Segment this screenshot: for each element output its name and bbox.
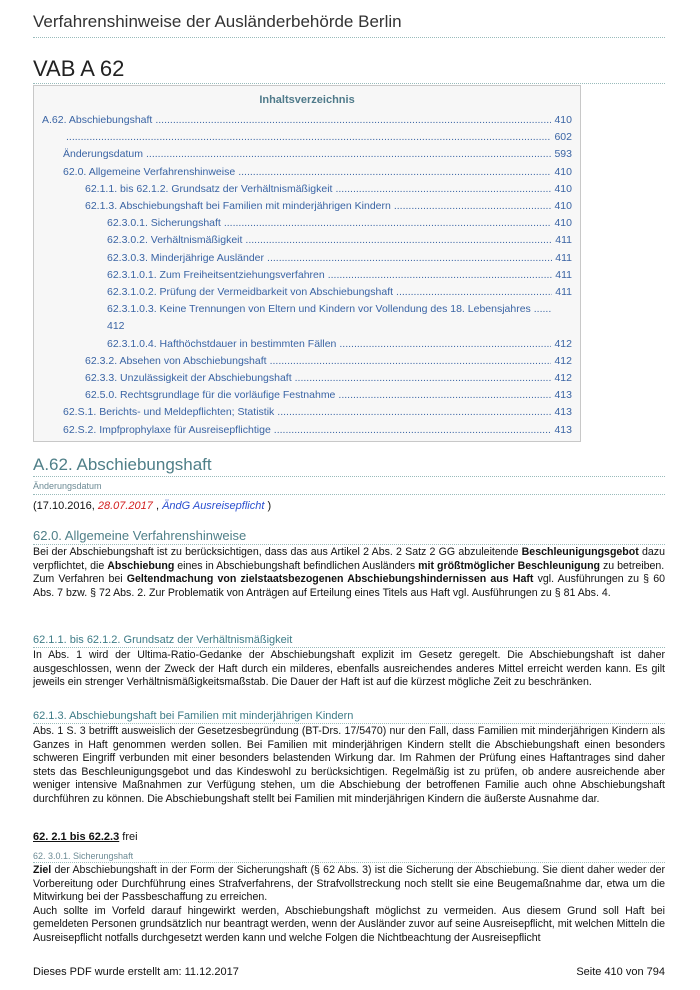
table-of-contents [33,85,581,442]
toc-entry[interactable]: 62.3.1.0.2. Prüfung der Vermeidbarkeit von Abschiebungshaft ..... 411 [42,284,572,301]
toc-entry[interactable]: 62.3.0.3. Minderjährige Ausländer ..... 411 [42,250,572,267]
page-number: Seite 410 von 794 [576,966,665,978]
divider [33,494,665,495]
toc-entry[interactable]: 62.3.1.0.4. Hafthöchstdauer in bestimmten Fällen ..... 412 [42,336,572,353]
toc-entry[interactable]: 62.3.2. Absehen von Abschiebungshaft ..... 412 [42,353,572,370]
page-footer [33,966,665,978]
paragraph: Auch sollte im Vorfeld darauf hingewirkt werden, Abschiebungshaft möglichst zu vermeiden. Aus diesem Grund soll Haft bei gemeldeten Personen grundsätzlich nur beantragt werden, wenn der Ausländer zuvor auf seine Ausreisepflicht, mit welchen Mitteln die Ausreisepflicht notfalls durchgesetzt werden kann und welche Folgen die Nichtbeachtung der Ausreisepflicht [33,904,665,944]
toc-entry[interactable]: 62.5.0. Rechtsgrundlage für die vorläufige Festnahme ..... 413 [42,387,572,404]
toc-entry[interactable]: 62.3.0.2. Verhältnismäßigkeit ..... 411 [42,232,572,249]
divider [33,83,665,84]
paragraph: Zum Verfahren bei Geltendmachung von zielstaatsbezogenen Abschiebungshindernissen aus Haft vgl. Ausführungen zu § 60 Abs. 7 bzw. § 72 Abs. 2. Zur Problematik von Anträgen auf Erteilung eines Titels aus Haft vgl. Ausführungen zu § 81 Abs. 4. [33,573,665,599]
toc-entry[interactable]: 62.3.0.1. Sicherungshaft ..... 410 [42,215,572,232]
toc-entry[interactable]: ..... 602 [42,129,572,146]
toc-entry[interactable]: 62.S.1. Berichts- und Meldepflichten; Statistik ..... 413 [42,404,572,421]
document-title: VAB A 62 [33,56,125,81]
change-date: 28.07.2017 [97,500,153,512]
section-62-1-3 [33,710,665,807]
section-heading: 62.1.3. Abschiebungshaft bei Familien mit minderjährigen Kindern [33,710,665,724]
toc-entry[interactable]: A.62. Abschiebungshaft ..... 410 [42,112,572,129]
section-heading: 62.1.1. bis 62.1.2. Grundsatz der Verhältnismäßigkeit [33,634,665,648]
section-heading: 62.0. Allgemeine Verfahrenshinweise [33,528,665,545]
toc-entry[interactable]: 62.1.3. Abschiebungshaft bei Familien mit minderjährigen Kindern ..... 410 [42,198,572,215]
section-62-3-0-1 [33,851,665,946]
divider [33,37,665,38]
change-law-link[interactable]: ÄndG Ausreisepflicht [162,500,265,512]
frei-line: 62. 2.1 bis 62.2.3 frei [33,831,138,843]
created-date: Dieses PDF wurde erstellt am: 11.12.2017 [33,966,239,978]
section-heading: 62. 3.0.1. Sicherungshaft [33,851,665,863]
toc-entry[interactable]: 62.0. Allgemeine Verfahrenshinweise ..... 410 [42,164,572,181]
paragraph: In Abs. 1 wird der Ultima-Ratio-Gedanke der Abschiebungshaft explizit im Gesetz geregelt. Die Abschiebungshaft ist daher ausgeschlossen, wenn der Zweck der Haft durch ein milderes, ebenfalls ausreichendes anderes Mittel erreicht werden kann. Es gilt jeweils ein strenger Verhältnismäßigkeitsmaßstab. Die Dauer der Haft ist auf die kürzest mögliche Zeit zu beschränken. [33,649,665,689]
section-62-1-1 [33,634,665,690]
paragraph: Abs. 1 S. 3 betrifft ausweislich der Gesetzesbegründung (BT-Drs. 17/5470) nur den Fall, dass Familien mit minderjährigen Kindern als Ganzes in Haft genommen werden sollen. Bei Familien mit minderjährigen Kindern stellt die Abschiebungshaft einen besonders schweren Eingriff verbunden mit einer besonders belastenden Wirkung dar. Im Rahmen der Prüfung eines Haftantrages sind daher stets das Beschleunigungsgebot und das Kindeswohl zu berücksichtigen. Regelmäßig ist zu prüfen, ob andere ausreichende aber weniger intensive Maßnahmen zur Verfügung stehen, um die Abschiebung der betroffenen Familie auch ohne Abschiebungshaft durchführen zu können. Die Abschiebungshaft stellt bei Familien mit minderjährigen Kindern die äußerste Ausnahme dar. [33,725,665,805]
toc-entry[interactable]: 62.S.2. Impfprophylaxe für Ausreisepflichtige ..... 413 [42,422,572,439]
section-62-0 [33,528,665,600]
toc-entry[interactable]: Änderungsdatum ..... 593 [42,146,572,163]
toc-heading: Inhaltsverzeichnis [259,94,355,106]
change-info: (17.10.2016, 28.07.2017 , ÄndG Ausreisepflicht ) [33,500,272,512]
change-date-label: Änderungsdatum [33,481,102,491]
divider [33,476,665,477]
toc-entry[interactable]: 62.1.1. bis 62.1.2. Grundsatz der Verhältnismäßigkeit ..... 410 [42,181,572,198]
toc-entry[interactable]: 62.3.1.0.3. Keine Trennungen von Eltern und Kindern vor Vollendung des 18. Lebensjahres ...... 412 [107,303,552,333]
paragraph: Ziel der Abschiebungshaft in der Form der Sicherungshaft (§ 62 Abs. 3) ist die Sicherung der Abschiebung. Sie dient daher weder der Vorbereitung oder Durchführung eines Strafverfahrens, der Strafvollstreckung noch stellt sie eine Beugemaßnahme dar, etwa um die Mitwirkung bei der Passbeschaffung zu erreichen. [33,864,665,904]
toc-entry[interactable]: 62.3.3. Unzulässigkeit der Abschiebungshaft ..... 412 [42,370,572,387]
section-title: A.62. Abschiebungshaft [33,455,212,474]
site-title: Verfahrenshinweise der Ausländerbehörde Berlin [33,12,402,31]
paragraph: Bei der Abschiebungshaft ist zu berücksichtigen, dass das aus Artikel 2 Abs. 2 Satz 2 GG abzuleitende Beschleunigungsgebot dazu verpflichtet, die Abschiebung eines in Abschiebungshaft befindlichen Ausländers mit größtmöglicher Beschleunigung zu betreiben. [33,546,665,572]
toc-entry[interactable]: 62.3.1.0.1. Zum Freiheitsentziehungsverfahren ..... 411 [42,267,572,284]
